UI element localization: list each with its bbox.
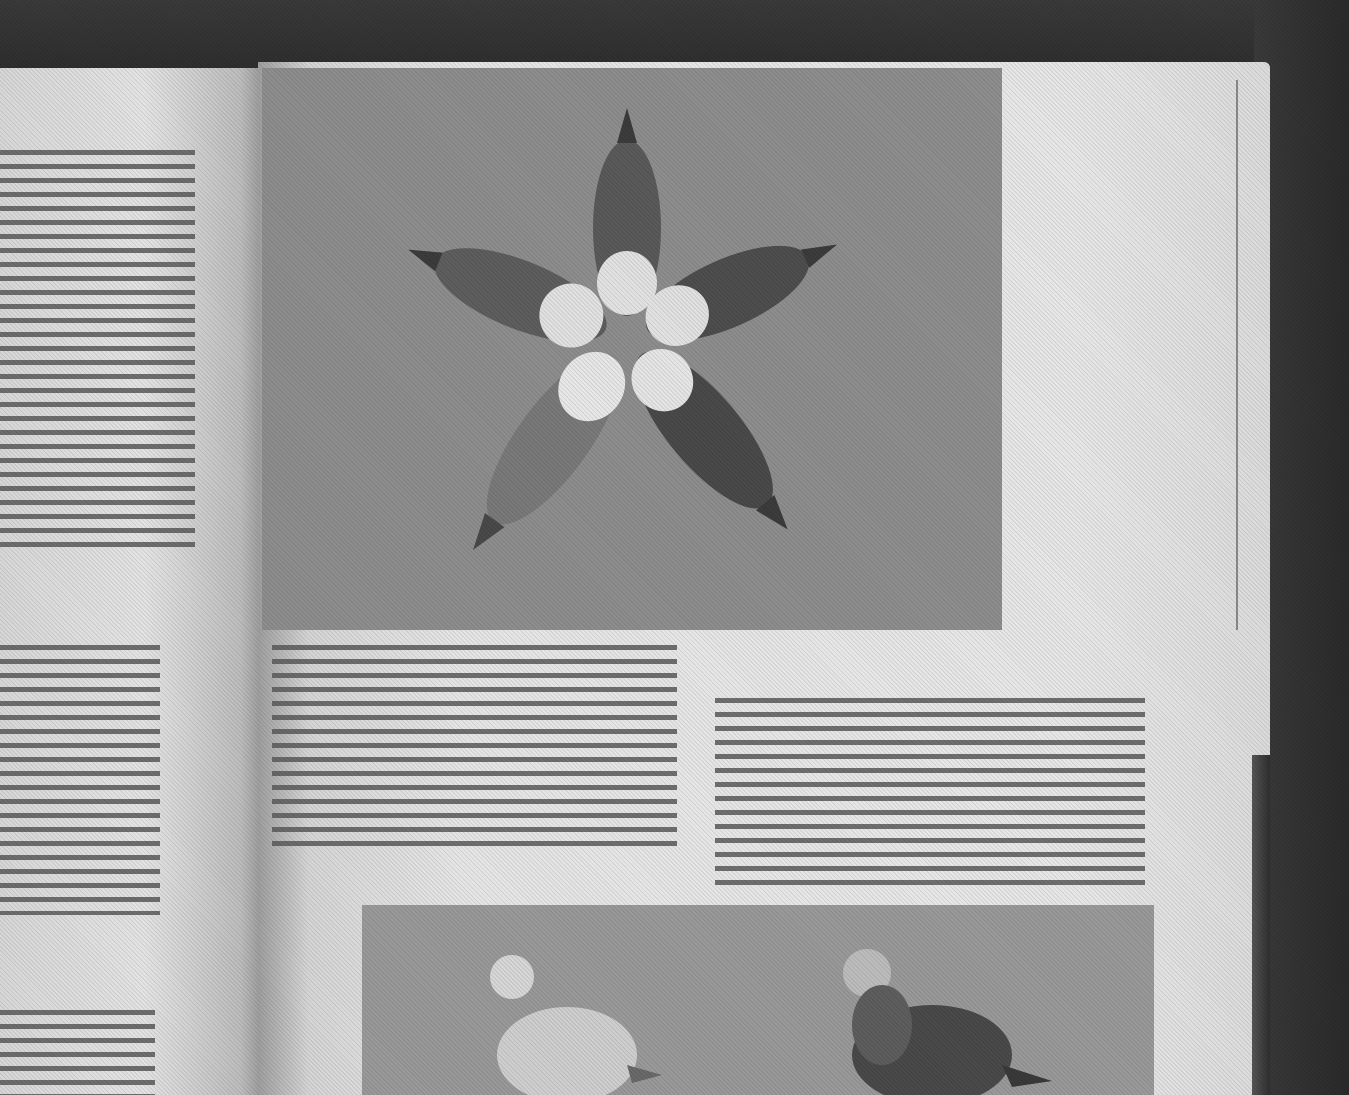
caption-text <box>272 645 677 850</box>
page-edge-line <box>1236 80 1238 630</box>
page-stack-edge <box>1252 755 1270 1095</box>
backdrop-top <box>0 0 1349 70</box>
left-page-text-lower <box>0 1010 155 1095</box>
bird-specimen-top <box>593 108 661 316</box>
pigeon-pair-photo <box>362 905 1154 1095</box>
article-text-right <box>715 698 1145 888</box>
pigeon-dark <box>843 949 1052 1095</box>
bird-specimen-lower-right <box>614 332 816 553</box>
pigeon-light <box>490 955 662 1095</box>
pigeon-pair-illustration <box>362 905 1154 1095</box>
bird-star-illustration <box>262 68 1002 630</box>
bird-specimen-lower-left <box>444 335 643 571</box>
bird-specimen-upper-right <box>633 213 851 360</box>
bird-specimen-upper-left <box>395 218 618 361</box>
left-page-text-upper <box>0 150 195 550</box>
specimen-photo <box>262 68 1002 630</box>
left-page-text-middle <box>0 645 160 915</box>
